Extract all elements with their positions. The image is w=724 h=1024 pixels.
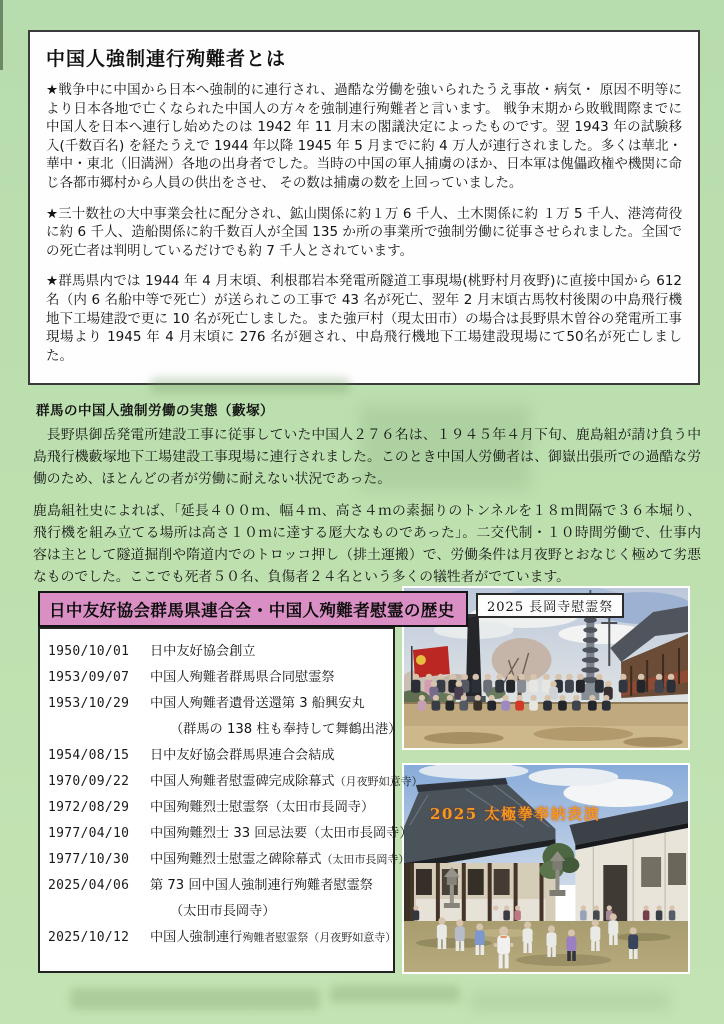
history-entry-date: 1977/10/30 xyxy=(48,852,130,867)
history-entry-note: （月夜野如意寺） xyxy=(334,775,423,788)
history-entry-date: 1970/09/22 xyxy=(48,774,130,789)
history-entry-date: 1953/10/29 xyxy=(48,696,130,711)
taichi-photo-graphic xyxy=(404,765,688,972)
history-entry-text: 中国人殉難者遺骨送還第 3 船興安丸 xyxy=(150,696,365,711)
yabuzuka-paragraphs xyxy=(33,424,701,598)
history-entry-date: 1977/04/10 xyxy=(48,826,130,841)
history-entry xyxy=(48,773,423,790)
history-timeline-box xyxy=(38,627,423,973)
page-title: 中国人強制連行殉難者とは xyxy=(46,48,287,70)
history-entry xyxy=(48,669,389,686)
yabuzuka-paragraph: 長野県御岳発電所建設工事に従事していた中国人２７６名は、１９４５年４月下旬、鹿島組が請け負う中島飛行機藪塚地下工場建設工事現場に連行されました。このとき中国人労働者は、御嶽出張所での過酷な労働のため、ほとんどの者が労働に耐えない状況であった。 xyxy=(33,427,701,487)
intro-paragraph: ★三十数社の大中事業会社に配分され、鉱山関係に約１万 6 千人、土木関係に約 １万 5 千人、港湾荷役に約 6 千人、造船関係に約千数百人が全国 135 か所の事業所で強制労働に従事させられました。全国での死亡者は判明しているだけでも約 7 千人とされています。 xyxy=(46,205,682,259)
history-entry-text: 中国人強制連行殉難者慰霊祭（月夜野如意寺） xyxy=(150,930,397,945)
history-entry-date: 2025/10/12 xyxy=(48,930,130,945)
history-entry-date: 1953/09/07 xyxy=(48,670,130,685)
history-entry-date: 1954/08/15 xyxy=(48,748,130,763)
history-entry-note: （太田市長岡寺） xyxy=(321,853,410,866)
bleed-through-ghost xyxy=(330,985,460,1003)
intro-paragraph: ★戦争中に中国から日本へ強制的に連行され、過酷な労働を強いられたうえ事故・病気・ 原因不明等により日本各地で亡くなられた中国人の方々を強制連行殉難者と言います。 戦争末期から敗戦間際までに中国人を日本へ連行し始めたのは 1942 年 11 月末の閣議決定によったものです。翌 1943 年の試験移入(千数百名) を経たうえで 1944 年以降 1945 年 5 月までに約 4 万人が連行されました。多くは華北・華中・東北（旧満洲）各地の出身者でした。当時の中国の軍人捕虜のほか、日本軍は傀儡政権や機関に命じ各都市郷村から人員の供出をさせ、 その数は捕虜の数を上回っていました。 xyxy=(46,82,682,191)
bleed-through-ghost xyxy=(470,992,670,1010)
intro-section-box xyxy=(28,30,700,385)
history-entry-text: 中国殉難烈士 33 回忌法要（太田市長岡寺） xyxy=(150,826,413,841)
scan-edge-artifact xyxy=(0,0,3,70)
history-entry-date: 2025/04/06 xyxy=(48,878,130,893)
history-entry xyxy=(48,747,389,764)
history-entry-text: 中国人殉難者慰霊碑完成除幕式（月夜野如意寺） xyxy=(150,774,423,789)
history-entry xyxy=(48,825,413,842)
history-entry-text: 日中友好協会創立 xyxy=(150,644,256,659)
yabuzuka-heading: 群馬の中国人強制労働の実態（藪塚） xyxy=(36,403,274,419)
photo-taichi-performance xyxy=(402,763,690,974)
history-entry xyxy=(48,799,389,816)
history-entry xyxy=(48,929,397,946)
history-entry-text: 中国人殉難者群馬県合同慰霊祭 xyxy=(150,670,335,685)
history-entry xyxy=(48,851,410,868)
history-entry-continuation: （群馬の 138 柱も奉持して舞鶴出港） xyxy=(170,722,402,737)
history-entry xyxy=(48,877,389,894)
history-entry-continuation: （太田市長岡寺） xyxy=(170,904,276,919)
history-entry-text: 第 73 回中国人強制連行殉難者慰霊祭 xyxy=(150,878,373,893)
history-entry-note: 殉難者慰霊祭（月夜野如意寺） xyxy=(242,931,397,944)
history-entry-date: 1972/08/29 xyxy=(48,800,130,815)
photo-caption-box: 2025 長岡寺慰霊祭 xyxy=(476,593,624,618)
history-entry xyxy=(48,695,389,712)
history-entry-text: 中国殉難烈士慰霊之碑除幕式（太田市長岡寺） xyxy=(150,852,410,867)
history-entry xyxy=(48,643,389,660)
bleed-through-ghost xyxy=(70,988,320,1010)
intro-paragraph: ★群馬県内では 1944 年 4 月末頃、利根郡岩本発電所隧道工事現場(桃野村月夜野)に直接中国から 612 名（内 6 名船中等で死亡）が送られこの工事で 43 名が死亡、翌年 2 月末頃古馬牧村後閑の中島飛行機地下工場建設で更に 10 名が死亡しました。また強戸村（現太田市）の場合は長野県木曽谷の発電所工事現場より 1945 年 4 月末頃に 276 名が廻され、中島飛行機地下工場建設現場にて50名が死亡しました。 xyxy=(46,273,682,364)
yabuzuka-paragraph: 鹿島組社史によれば、「延長４００ｍ、幅４ｍ、高さ４ｍの素掘りのトンネルを１８ｍ間隔で３６本堀り、飛行機を組み立てる場所は高さ１０ｍに達する厖大なものであった」。二交代制・１０時間労働で、仕事内容は主として隧道掘削や隋道内でのトロッコ押し（排土運搬）で、労働条件は月夜野とおなじく極めて劣悪なものでした。ここでも死者５０名、負傷者２４名という多くの犠牲者がでています。 xyxy=(33,503,701,585)
history-header-banner xyxy=(38,591,468,627)
history-entry-text: 日中友好協会群馬県連合会結成 xyxy=(150,748,335,763)
history-entry-text: 中国殉難烈士慰霊祭（太田市長岡寺） xyxy=(150,800,375,815)
intro-paragraphs xyxy=(46,81,682,365)
history-header-title: 日中友好協会群馬県連合会・中国人殉難者慰霊の歴史 xyxy=(49,601,455,620)
bleed-through-ghost xyxy=(150,377,350,393)
photo-caption-overlay: 2025 太極拳奉納表演 xyxy=(430,805,600,823)
history-entry-date: 1950/10/01 xyxy=(48,644,130,659)
